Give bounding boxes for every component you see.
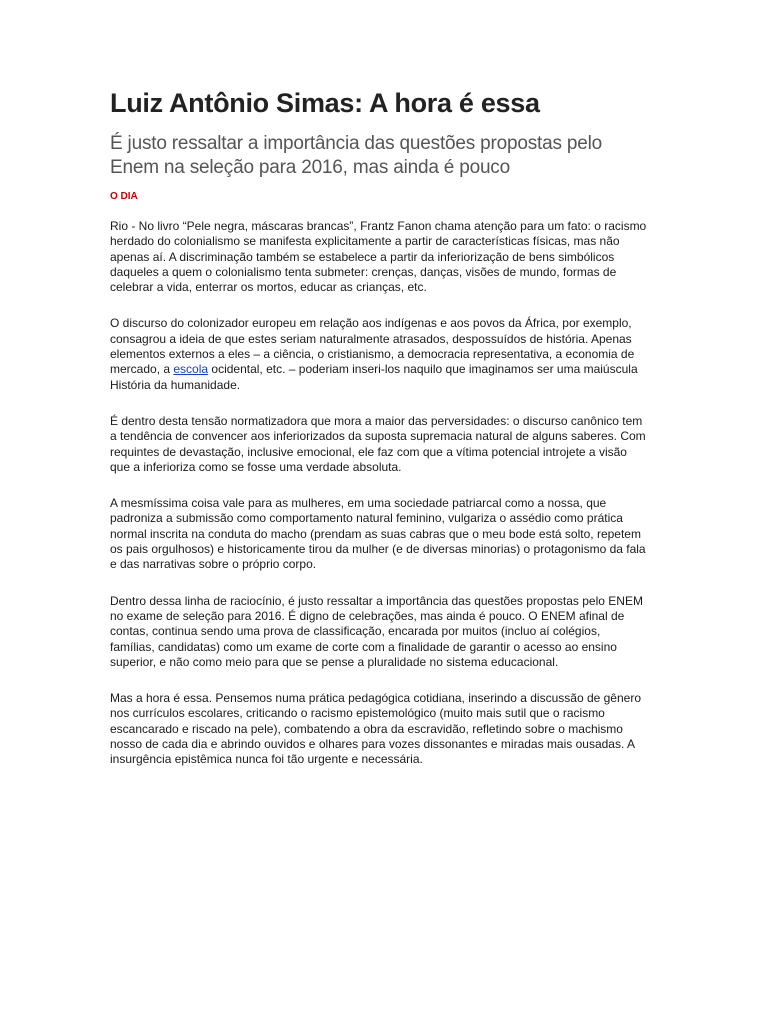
text-line: a tendência de convencer aos inferiorizados da suposta supremacia natural de alguns saberes. Com: [110, 429, 646, 444]
paragraph-2: [110, 316, 660, 392]
text-line: contas, continua sendo uma prova de classificação, encarada por muitos (incluo aí colégios,: [110, 624, 601, 639]
escola-link[interactable]: escola: [173, 362, 209, 377]
document-page: [110, 86, 660, 789]
text-line: que a inferioriza como se fosse uma verdade absoluta.: [110, 459, 402, 474]
text-line: nosso de cada dia e abrindo ouvidos e olhares para vozes dissonantes e miradas mais ousadas. A: [110, 737, 635, 752]
text-line: Mas a hora é essa. Pensemos numa prática pedagógica cotidiana, inserindo a discussão de gênero: [110, 691, 641, 706]
article-title: Luiz Antônio Simas: A hora é essa: [110, 88, 540, 118]
article-subtitle: É justo ressaltar a importância das questões propostas pelo Enem na seleção para 2016, mas ainda é pouco: [110, 133, 602, 178]
paragraph-1: [110, 219, 660, 295]
text-line-with-link: [110, 362, 660, 377]
text-line: É dentro desta tensão normatizadora que mora a maior das perversidades: o discurso canônico tem: [110, 413, 643, 428]
text-line: escancarado e riscado na pele), combatendo a obra da escravidão, refletindo sobre o machismo: [110, 721, 623, 736]
text-line: e das narrativas sobre o próprio corpo.: [110, 557, 317, 572]
text-line: requintes de devastação, inclusive emocional, ele faz com que a vítima potencial introjete a visão: [110, 444, 627, 459]
text-line: daqueles a quem o colonialismo tenta submeter: crenças, danças, visões de mundo, formas de: [110, 264, 617, 279]
text-line: Dentro dessa linha de raciocínio, é justo ressaltar a importância das questões propostas pelo ENEM: [110, 593, 643, 608]
text-line: Rio - No livro “Pele negra, máscaras brancas”, Frantz Fanon chama atenção para um fato: o racismo: [110, 219, 647, 233]
source-label: O DIA: [110, 191, 138, 202]
text-line: os pais orgulhosos) e historicamente tirou da mulher (e de diversas minorias) o protagonismo da fala: [110, 542, 646, 557]
text-line: padroniza a submissão como comportamento natural feminino, vulgariza o assédio como prática: [110, 511, 623, 526]
text-segment: ocidental, etc. – poderiam inseri-los naquilo que imaginamos ser uma maiúscula: [208, 362, 638, 377]
paragraph-5: [110, 594, 660, 670]
text-line: O discurso do colonizador europeu em relação aos indígenas e aos povos da África, por exemplo,: [110, 316, 632, 331]
paragraph-4: [110, 496, 660, 572]
text-line: consagrou a ideia de que estes seriam naturalmente atrasados, despossuídos de história. Apenas: [110, 331, 632, 346]
text-line: famílias, candidatas) como um exame de corte com a finalidade de garantir o acesso ao ensino: [110, 639, 617, 654]
paragraph-3: [110, 414, 660, 475]
text-line: celebrar a vida, enterrar os mortos, educar as crianças, etc.: [110, 280, 427, 295]
text-line: herdado do colonialismo se manifesta explicitamente a partir de características físicas, mas não: [110, 234, 620, 249]
text-line: elementos externos a eles – a ciência, o cristianismo, a democracia representativa, a economia de: [110, 347, 635, 362]
text-line: superior, e não como meio para que se pense a pluralidade no sistema educacional.: [110, 654, 559, 669]
text-line: apenas aí. A discriminação também se estabelece a partir da inferiorização de bens simbólicos: [110, 249, 615, 264]
text-line: História da humanidade.: [110, 377, 241, 392]
text-line: insurgência epistêmica nunca foi tão urgente e necessária.: [110, 752, 423, 767]
text-line: nos currículos escolares, criticando o racismo epistemológico (muito mais sutil que o racismo: [110, 706, 605, 721]
paragraph-6: [110, 691, 660, 767]
text-line: normal inscrita na conduta do macho (prendam as suas cabras que o meu bode está solto, repetem: [110, 526, 641, 541]
text-line: A mesmíssima coisa vale para as mulheres, em uma sociedade patriarcal como a nossa, que: [110, 496, 607, 511]
article-body: [110, 219, 660, 768]
text-segment: mercado, a: [110, 362, 174, 377]
text-line: no exame de seleção para 2016. É digno de celebrações, mas ainda é pouco. O ENEM afinal de: [110, 608, 625, 623]
